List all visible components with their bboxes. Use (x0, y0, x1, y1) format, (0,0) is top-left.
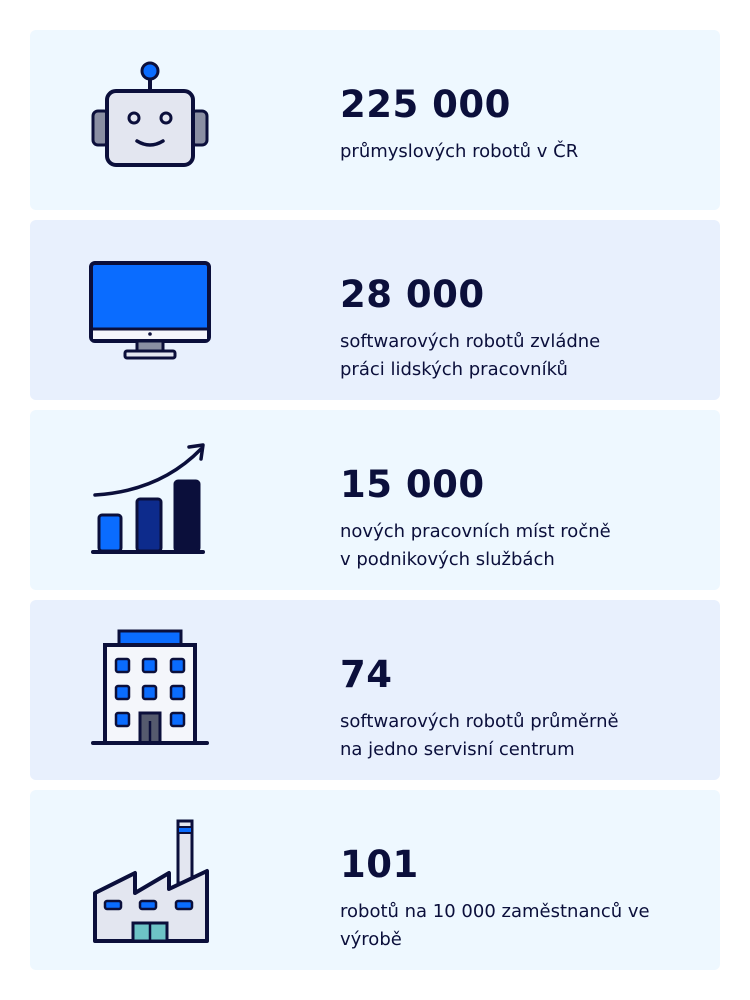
stat-description-line-2: výrobě (340, 929, 402, 950)
stat-description (340, 708, 700, 764)
stat-description-line-1: softwarových robotů zvládne (340, 331, 601, 352)
stat-description (340, 518, 700, 574)
stat-description (340, 138, 700, 166)
stat-card-new-jobs (30, 410, 720, 590)
stat-value: 28 000 (340, 273, 485, 316)
robot-icon (85, 55, 215, 185)
stat-description-line-1: robotů na 10 000 zaměstnanců ve (340, 901, 650, 922)
stat-card-software-robots (30, 220, 720, 400)
stat-value: 15 000 (340, 463, 485, 506)
stat-description-line-1: nových pracovních míst ročně (340, 521, 611, 542)
stat-description-line-1: softwarových robotů průměrně (340, 711, 619, 732)
stat-description-line-2: na jedno servisní centrum (340, 739, 575, 760)
stat-description (340, 898, 700, 954)
monitor-icon (85, 245, 215, 375)
stat-description-line-2: v podnikových službách (340, 549, 555, 570)
stat-value: 225 000 (340, 83, 511, 126)
stat-value: 101 (340, 843, 419, 886)
growth-chart-icon (85, 435, 215, 565)
stat-description (340, 328, 700, 384)
stat-card-industrial-robots (30, 30, 720, 210)
stat-value: 74 (340, 653, 393, 696)
stat-card-manufacturing-robots (30, 790, 720, 970)
factory-icon (85, 815, 215, 945)
stat-card-service-centres (30, 600, 720, 780)
stat-description-line-2: práci lidských pracovníků (340, 359, 568, 380)
stat-description-line-1: průmyslových robotů v ČR (340, 141, 579, 162)
office-building-icon (85, 625, 215, 755)
